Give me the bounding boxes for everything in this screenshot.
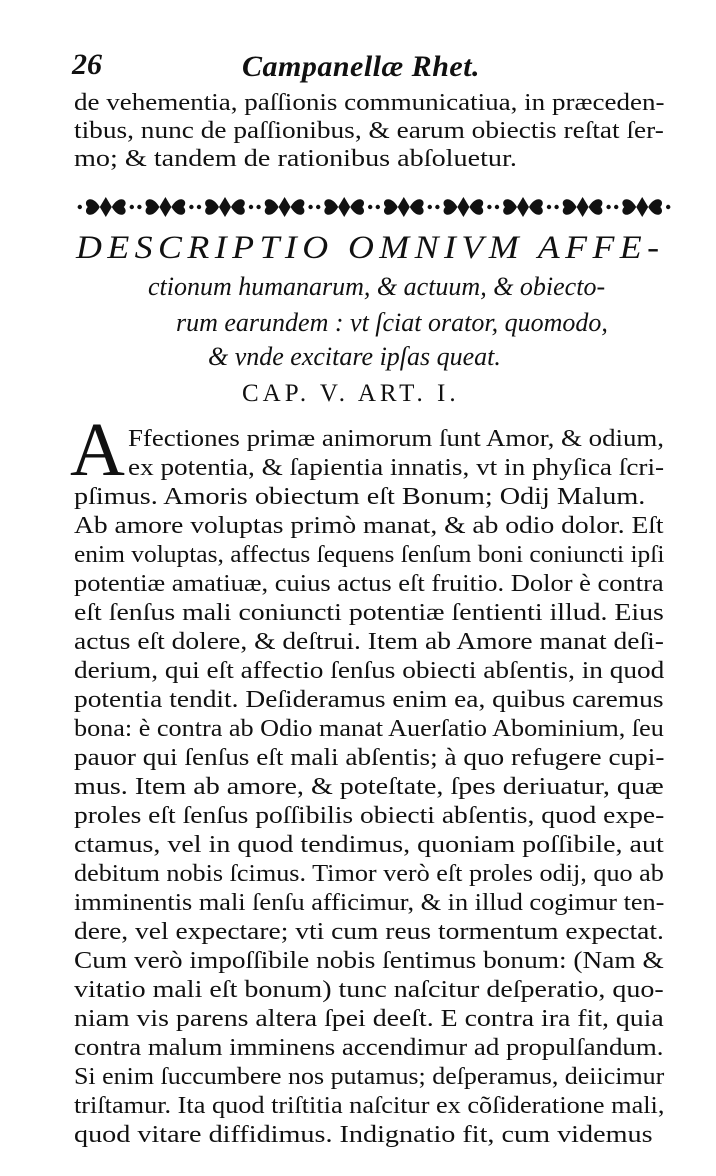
body-line: ctamus, vel in quod tendimus, quoniam poſſibile, aut xyxy=(74,831,664,858)
fleuron-ornament xyxy=(614,197,670,217)
body-line: Ab amore voluptas primò manat, & ab odio dolor. Eſt xyxy=(74,512,664,539)
body-line: ex potentia, & ſapientia innatis, vt in phyſica ſcri- xyxy=(128,454,665,481)
chapter-label: CAP. V. ART. I. xyxy=(242,380,460,407)
fleuron-ornament xyxy=(495,197,551,217)
running-head: Campanellæ Rhet. xyxy=(242,50,481,83)
body-line: enim voluptas, affectus ſequens ſenſum boni coniuncti ipſi xyxy=(74,541,665,568)
heading-line: & vnde excitare ipſas queat. xyxy=(208,342,501,371)
page-header xyxy=(72,48,672,88)
intro-line: mo; & tandem de rationibus abſoluetur. xyxy=(74,145,517,172)
body-line: derium, qui eſt affectio ſenſus obiecti abſentis, in quod xyxy=(74,657,665,684)
fleuron-ornament xyxy=(78,197,134,217)
body-line: mus. Item ab amore, & poteſtate, ſpes deriuatur, quæ xyxy=(74,773,664,800)
body-line: quod vitare diffidimus. Indignatio fit, cum videmus xyxy=(74,1121,653,1148)
body-line: Si enim ſuccumbere nos putamus; deſperamus, deiicimur xyxy=(74,1063,665,1090)
body-line: vitatio mali eſt bonum) tunc naſcitur deſperatio, quo- xyxy=(74,976,664,1003)
page-number: 26 xyxy=(72,48,102,81)
body-line: potentia tendit. Deſideramus enim ea, quibus caremus xyxy=(74,686,664,713)
intro-line: de vehementia, paſſionis communicatiua, in præceden- xyxy=(74,89,665,116)
fleuron-ornament xyxy=(554,197,610,217)
heading-line: ctionum humanarum, & actuum, & obiecto- xyxy=(148,272,606,301)
printer-ornament-band xyxy=(76,190,672,224)
intro-line: tibus, nunc de paſſionibus, & earum obiectis reſtat ſer- xyxy=(74,117,664,144)
body-line: eſt ſenſus mali coniuncti potentiæ ſentienti illud. Eius xyxy=(74,599,664,626)
heading-line: rum earundem : vt ſciat orator, quomodo, xyxy=(176,308,608,337)
body-line: pauor qui ſenſus eſt mali abſentis; à quo refugere cupi- xyxy=(74,744,665,771)
body-line: triſtamur. Ita quod triſtitia naſcitur ex cõſideratione mali, xyxy=(74,1092,665,1119)
fleuron-ornament xyxy=(316,197,372,217)
body-line: proles eſt ſenſus poſſibilis obiecti abſentis, quod expe- xyxy=(74,802,665,829)
heading-title: DESCRIPTIO OMNIVM AFFE- xyxy=(76,230,665,266)
fleuron-ornament xyxy=(197,197,253,217)
drop-cap: A xyxy=(70,408,125,492)
fleuron-ornament xyxy=(376,197,432,217)
body-line: potentiæ amatiuæ, cuius actus eſt fruitio. Dolor è contra xyxy=(74,570,664,597)
body-line: actus eſt dolere, & deſtrui. Item ab Amore manat deſi- xyxy=(74,628,664,655)
body-line: bona: è contra ab Odio manat Auerſatio Abominium, ſeu xyxy=(74,715,664,742)
body-line: contra malum imminens accendimur ad propulſandum. xyxy=(74,1034,664,1061)
fleuron-ornament xyxy=(137,197,193,217)
body-line: pſimus. Amoris obiectum eſt Bonum; Odij Malum. xyxy=(74,483,646,510)
body-line: imminentis mali ſenſu afficimur, & in illud cogimur ten- xyxy=(74,889,665,916)
body-line: Ffectiones primæ animorum ſunt Amor, & odium, xyxy=(128,425,664,452)
body-line: dere, vel expectare; vti cum reus tormentum expectat. xyxy=(74,918,664,945)
body-line: Cum verò impoſſibile nobis ſentimus bonum: (Nam & xyxy=(74,947,664,974)
body-line: niam vis parens altera ſpei deeſt. E contra ira fit, quia xyxy=(74,1005,664,1032)
body-line: debitum nobis ſcimus. Timor verò eſt proles odij, quo ab xyxy=(74,860,664,887)
fleuron-ornament xyxy=(435,197,491,217)
fleuron-ornament xyxy=(256,197,312,217)
